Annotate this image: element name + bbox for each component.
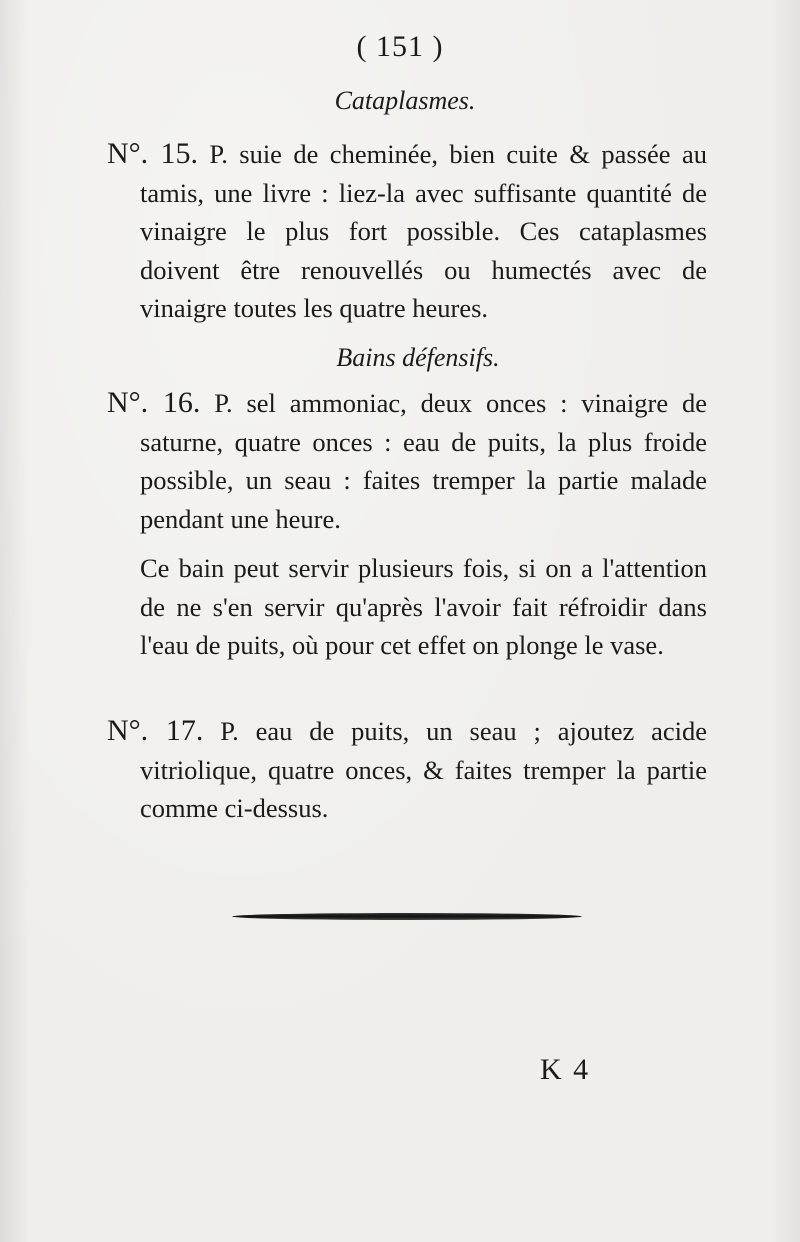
entry-15: [107, 135, 707, 328]
entry-number: N°. 16.: [107, 386, 201, 419]
tail-rule-divider: [232, 913, 582, 920]
entry-text: P. suie de cheminée, bien cuite & passée au tamis, une livre : liez-la avec suffisante quantité de vinaigre le plus fort possible. Ces cataplasmes doivent être renouvellés ou humectés avec de vinaigre toutes les quatre heures.: [140, 139, 708, 323]
entry-16: [107, 384, 707, 538]
section-heading-cataplasmes: Cataplasmes.: [334, 86, 476, 115]
entry-number: N°. 15.: [107, 137, 198, 170]
section-heading-bains: Bains défensifs.: [336, 343, 500, 372]
entry-16-note: [107, 549, 707, 665]
entry-text: P. sel ammoniac, deux onces : vinaigre de saturne, quatre onces : eau de puits, la plus froide possible, un seau : faites tremper la partie malade pendant une heure.: [140, 388, 707, 534]
entry-17: [107, 712, 707, 828]
entry-text: Ce bain peut servir plusieurs fois, si on a l'attention de ne s'en servir qu'après l'avoir fait réfroidir dans l'eau de puits, où pour cet effet on plonge le vase.: [140, 553, 707, 660]
entry-number: N°. 17.: [107, 714, 204, 747]
signature-mark: K 4: [540, 1053, 591, 1086]
page-number: ( 151 ): [356, 30, 444, 63]
entry-text: P. eau de puits, un seau ; ajoutez acide vitriolique, quatre onces, & faites tremper la partie comme ci-dessus.: [140, 716, 708, 823]
